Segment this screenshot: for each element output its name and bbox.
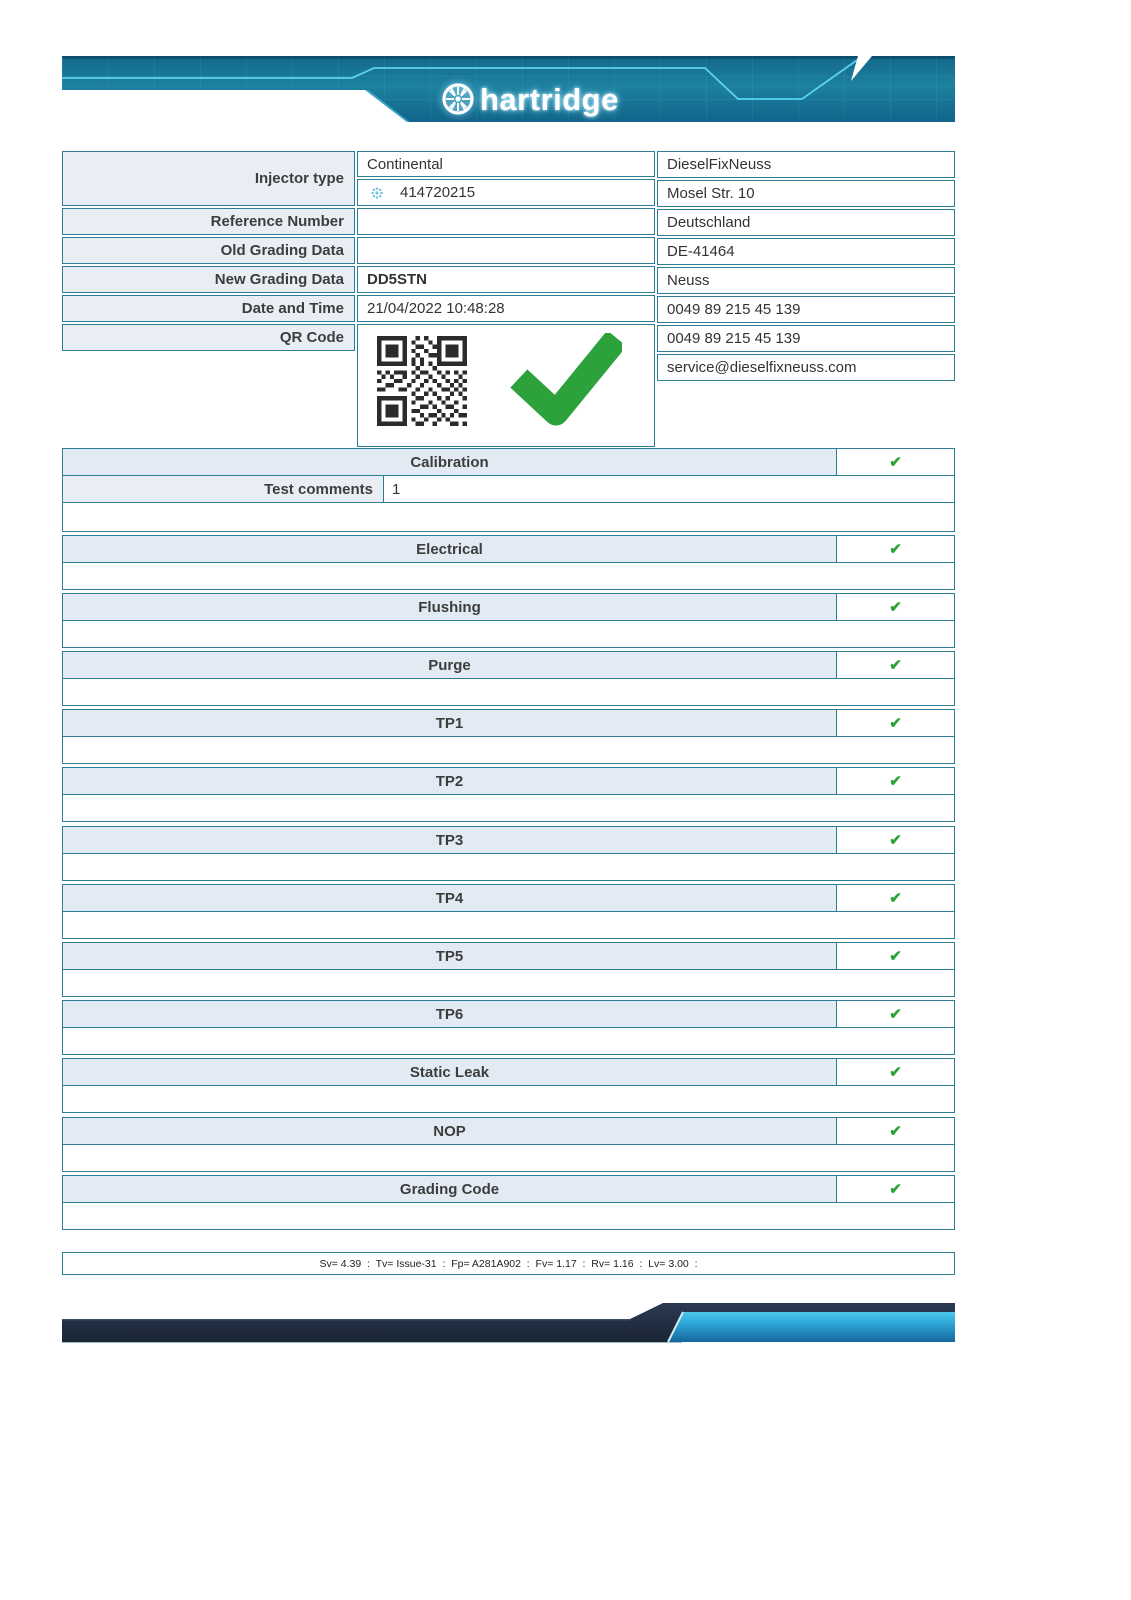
injector-part-value: 414720215 — [400, 184, 476, 201]
test-comments-label: Test comments — [63, 476, 384, 502]
test-comments-row — [63, 476, 954, 503]
injector-type-label: Injector type — [62, 151, 355, 206]
section-empty-row — [63, 912, 954, 936]
check-icon: ✔ — [889, 656, 902, 674]
company-email: service@dieselfixneuss.com — [657, 354, 955, 381]
section-title: Flushing — [63, 594, 837, 620]
company-fax: 0049 89 215 45 139 — [657, 325, 955, 352]
reference-number-value — [357, 208, 655, 235]
section-title: TP5 — [63, 943, 837, 969]
section-title: Electrical — [63, 536, 837, 562]
company-column — [657, 151, 955, 381]
section-empty-row — [63, 563, 954, 587]
section-purge — [62, 651, 955, 706]
check-icon: ✔ — [889, 714, 902, 732]
section-tp3 — [62, 826, 955, 881]
section-grading-code — [62, 1175, 955, 1230]
new-grading-label: New Grading Data — [62, 266, 355, 293]
check-icon: ✔ — [889, 831, 902, 849]
section-header — [63, 449, 954, 476]
company-postcode: DE-41464 — [657, 238, 955, 265]
old-grading-label: Old Grading Data — [62, 237, 355, 264]
section-result-cell — [837, 449, 954, 475]
company-city: Neuss — [657, 267, 955, 294]
test-comments-value: 1 — [392, 480, 401, 498]
injector-part-row — [357, 179, 655, 206]
check-icon: ✔ — [889, 1180, 902, 1198]
date-time-label: Date and Time — [62, 295, 355, 322]
check-icon: ✔ — [889, 947, 902, 965]
section-result-cell — [837, 885, 954, 911]
version-info-row — [62, 1252, 955, 1275]
section-title: TP1 — [63, 710, 837, 736]
section-tp2 — [62, 767, 955, 822]
section-result-cell — [837, 943, 954, 969]
hartridge-wheel-icon — [440, 81, 476, 117]
section-title: Calibration — [63, 449, 837, 475]
section-result-cell — [837, 768, 954, 794]
section-title: NOP — [63, 1118, 837, 1144]
info-value-column — [357, 151, 655, 447]
section-title: Static Leak — [63, 1059, 837, 1085]
section-static-leak — [62, 1058, 955, 1113]
company-name: DieselFixNeuss — [657, 151, 955, 178]
section-tp4 — [62, 884, 955, 939]
section-empty-row — [63, 737, 954, 761]
old-grading-value — [357, 237, 655, 264]
section-title: Grading Code — [63, 1176, 837, 1202]
check-icon: ✔ — [889, 598, 902, 616]
section-title: Purge — [63, 652, 837, 678]
check-icon: ✔ — [889, 1063, 902, 1081]
section-result-cell — [837, 1059, 954, 1085]
section-nop — [62, 1117, 955, 1172]
section-empty-row — [63, 621, 954, 645]
section-calibration — [62, 448, 955, 532]
date-time-value: 21/04/2022 10:48:28 — [357, 295, 655, 322]
section-title: TP6 — [63, 1001, 837, 1027]
footer-banner — [62, 1298, 955, 1344]
section-result-cell — [837, 1118, 954, 1144]
section-result-cell — [837, 652, 954, 678]
section-empty-row — [63, 1145, 954, 1169]
check-icon: ✔ — [889, 889, 902, 907]
section-empty-row — [63, 795, 954, 819]
section-title: TP4 — [63, 885, 837, 911]
section-result-cell — [837, 594, 954, 620]
section-flushing — [62, 593, 955, 648]
part-number-icon — [370, 186, 384, 200]
check-icon: ✔ — [889, 1005, 902, 1023]
section-title: TP3 — [63, 827, 837, 853]
section-result-cell — [837, 710, 954, 736]
check-icon: ✔ — [889, 1122, 902, 1140]
injector-make-value: Continental — [357, 151, 655, 177]
section-result-cell — [837, 536, 954, 562]
qr-code — [377, 336, 467, 426]
section-empty-row — [63, 854, 954, 878]
logo-wordmark: hartridge — [480, 81, 619, 117]
section-title: TP2 — [63, 768, 837, 794]
section-empty-row — [63, 1028, 954, 1052]
qr-code-cell — [357, 324, 655, 447]
section-empty-row — [63, 970, 954, 994]
section-result-cell — [837, 1001, 954, 1027]
report-content — [62, 0, 955, 1600]
section-electrical — [62, 535, 955, 590]
version-info-text: Sv= 4.39 : Tv= Issue-31 : Fp= A281A902 : Fv= 1.17 : Rv= 1.16 : Lv= 3.00 : — [319, 1257, 698, 1270]
section-tp1 — [62, 709, 955, 764]
hartridge-logo — [440, 80, 619, 118]
section-empty-row — [63, 679, 954, 703]
section-result-cell — [837, 1176, 954, 1202]
qr-code-label: QR Code — [62, 324, 355, 351]
company-street: Mosel Str. 10 — [657, 180, 955, 207]
section-empty-row — [63, 1086, 954, 1110]
company-phone: 0049 89 215 45 139 — [657, 296, 955, 323]
section-empty-row — [63, 1203, 954, 1227]
info-label-column — [62, 151, 355, 351]
check-icon: ✔ — [889, 772, 902, 790]
section-result-cell — [837, 827, 954, 853]
section-tp6 — [62, 1000, 955, 1055]
new-grading-value: DD5STN — [357, 266, 655, 293]
check-icon: ✔ — [889, 453, 902, 471]
injector-info-table — [62, 151, 955, 451]
pass-checkmark-icon — [510, 333, 622, 437]
reference-number-label: Reference Number — [62, 208, 355, 235]
check-icon: ✔ — [889, 540, 902, 558]
company-country: Deutschland — [657, 209, 955, 236]
section-empty-row — [63, 503, 954, 527]
section-tp5 — [62, 942, 955, 997]
